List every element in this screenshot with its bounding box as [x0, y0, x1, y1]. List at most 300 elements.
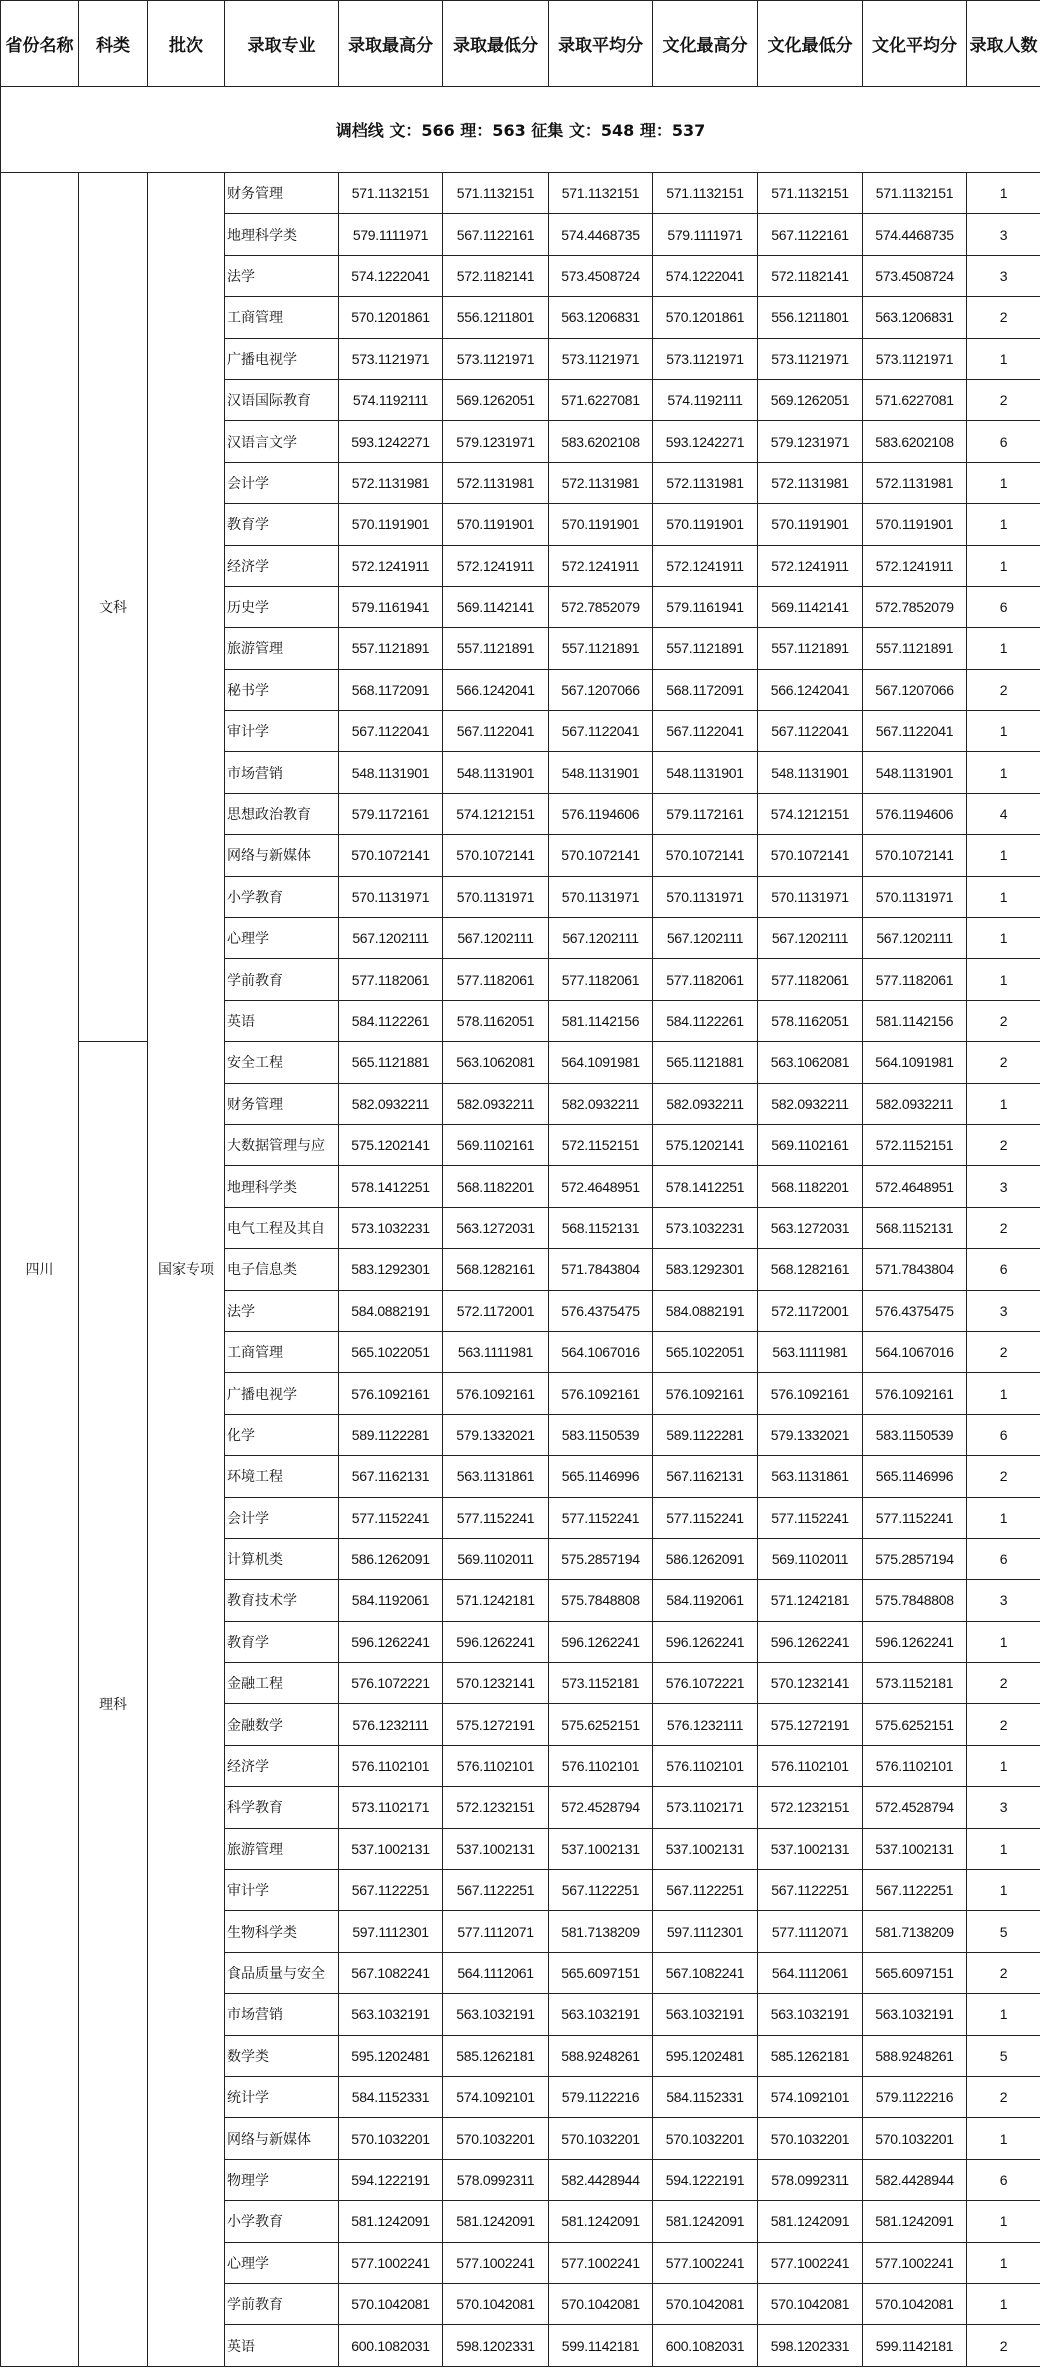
admit-max-cell: 578.1412251 — [339, 1166, 443, 1207]
admit-max-cell: 574.1192111 — [339, 379, 443, 420]
culture-max-cell: 576.1072221 — [653, 1663, 758, 1704]
admit-avg-cell: 576.4375475 — [549, 1290, 653, 1331]
culture-min-cell: 579.1332021 — [758, 1414, 863, 1455]
admit-count-cell: 1 — [967, 1497, 1040, 1538]
admit-max-cell: 584.1192061 — [339, 1580, 443, 1621]
culture-avg-cell: 564.1091981 — [863, 1042, 967, 1083]
major-cell: 电子信息类 — [225, 1249, 339, 1290]
admit-avg-cell: 572.4528794 — [549, 1787, 653, 1828]
culture-max-cell: 573.1121971 — [653, 338, 758, 379]
admit-max-cell: 567.1162131 — [339, 1456, 443, 1497]
admit-count-cell: 1 — [967, 1870, 1040, 1911]
admit-min-cell: 569.1142141 — [443, 586, 549, 627]
admit-min-cell: 571.1132151 — [443, 173, 549, 214]
admit-avg-cell: 596.1262241 — [549, 1621, 653, 1662]
culture-max-cell: 567.1202111 — [653, 918, 758, 959]
culture-avg-cell: 577.1152241 — [863, 1497, 967, 1538]
admit-avg-cell: 572.4648951 — [549, 1166, 653, 1207]
culture-max-cell: 584.0882191 — [653, 1290, 758, 1331]
admit-min-cell: 576.1102101 — [443, 1745, 549, 1786]
culture-avg-cell: 565.6097151 — [863, 1952, 967, 1993]
admit-max-cell: 572.1131981 — [339, 462, 443, 503]
admit-max-cell: 570.1201861 — [339, 297, 443, 338]
admit-avg-cell: 565.1146996 — [549, 1456, 653, 1497]
culture-avg-cell: 565.1146996 — [863, 1456, 967, 1497]
culture-avg-cell: 567.1202111 — [863, 918, 967, 959]
admit-count-cell: 1 — [967, 1373, 1040, 1414]
culture-avg-cell: 571.6227081 — [863, 379, 967, 420]
culture-max-cell: 579.1172161 — [653, 793, 758, 834]
admit-max-cell: 576.1092161 — [339, 1373, 443, 1414]
culture-max-cell: 565.1022051 — [653, 1331, 758, 1372]
culture-min-cell: 570.1032201 — [758, 2118, 863, 2159]
major-cell: 汉语言文学 — [225, 421, 339, 462]
culture-avg-cell: 581.1242091 — [863, 2201, 967, 2242]
admit-avg-cell: 588.9248261 — [549, 2035, 653, 2076]
culture-min-cell: 585.1262181 — [758, 2035, 863, 2076]
admit-avg-cell: 577.1002241 — [549, 2242, 653, 2283]
admit-avg-cell: 572.7852079 — [549, 586, 653, 627]
culture-min-cell: 575.1272191 — [758, 1704, 863, 1745]
major-cell: 审计学 — [225, 1870, 339, 1911]
admit-max-cell: 596.1262241 — [339, 1621, 443, 1662]
culture-min-cell: 581.1242091 — [758, 2201, 863, 2242]
admit-avg-cell: 573.1121971 — [549, 338, 653, 379]
culture-min-cell: 569.1262051 — [758, 379, 863, 420]
column-header-admit-min: 录取最低分 — [443, 1, 549, 87]
admit-min-cell: 577.1112071 — [443, 1911, 549, 1952]
admit-count-cell: 2 — [967, 1456, 1040, 1497]
culture-max-cell: 572.1241911 — [653, 545, 758, 586]
admit-count-cell: 2 — [967, 2325, 1040, 2366]
admit-min-cell: 567.1202111 — [443, 918, 549, 959]
major-cell: 电气工程及其自 — [225, 1207, 339, 1248]
admit-max-cell: 576.1232111 — [339, 1704, 443, 1745]
admit-max-cell: 575.1202141 — [339, 1124, 443, 1165]
cutoff-row — [1, 87, 1040, 173]
admit-max-cell: 589.1122281 — [339, 1414, 443, 1455]
culture-min-cell: 576.1092161 — [758, 1373, 863, 1414]
major-cell: 广播电视学 — [225, 338, 339, 379]
culture-min-cell: 563.1272031 — [758, 1207, 863, 1248]
admit-avg-cell: 564.1091981 — [549, 1042, 653, 1083]
admit-min-cell: 575.1272191 — [443, 1704, 549, 1745]
admit-min-cell: 574.1092101 — [443, 2076, 549, 2117]
major-cell: 教育技术学 — [225, 1580, 339, 1621]
admit-max-cell: 584.0882191 — [339, 1290, 443, 1331]
culture-min-cell: 572.1131981 — [758, 462, 863, 503]
admit-min-cell: 598.1202331 — [443, 2325, 549, 2366]
culture-max-cell: 579.1161941 — [653, 586, 758, 627]
admit-count-cell: 2 — [967, 297, 1040, 338]
admit-avg-cell: 575.2857194 — [549, 1538, 653, 1579]
major-cell: 化学 — [225, 1414, 339, 1455]
culture-min-cell: 579.1231971 — [758, 421, 863, 462]
major-cell: 地理科学类 — [225, 214, 339, 255]
admit-max-cell: 579.1172161 — [339, 793, 443, 834]
admit-count-cell: 1 — [967, 462, 1040, 503]
admit-min-cell: 563.1272031 — [443, 1207, 549, 1248]
culture-min-cell: 548.1131901 — [758, 752, 863, 793]
culture-avg-cell: 582.0932211 — [863, 1083, 967, 1124]
major-cell: 金融工程 — [225, 1663, 339, 1704]
admit-count-cell: 1 — [967, 545, 1040, 586]
admit-count-cell: 1 — [967, 835, 1040, 876]
admit-max-cell: 584.1122261 — [339, 1000, 443, 1041]
admit-max-cell: 565.1022051 — [339, 1331, 443, 1372]
admit-avg-cell: 571.1132151 — [549, 173, 653, 214]
culture-min-cell: 567.1202111 — [758, 918, 863, 959]
admit-count-cell: 6 — [967, 421, 1040, 462]
major-cell: 旅游管理 — [225, 1828, 339, 1869]
admit-count-cell: 1 — [967, 1745, 1040, 1786]
culture-min-cell: 564.1112061 — [758, 1952, 863, 1993]
admit-max-cell: 600.1082031 — [339, 2325, 443, 2366]
admit-count-cell: 2 — [967, 1663, 1040, 1704]
major-cell: 数学类 — [225, 2035, 339, 2076]
culture-min-cell: 557.1121891 — [758, 628, 863, 669]
admit-max-cell: 573.1121971 — [339, 338, 443, 379]
admit-avg-cell: 567.1122041 — [549, 711, 653, 752]
culture-max-cell: 589.1122281 — [653, 1414, 758, 1455]
culture-max-cell: 568.1172091 — [653, 669, 758, 710]
category-cell: 文科 — [79, 173, 148, 1042]
culture-min-cell: 571.1132151 — [758, 173, 863, 214]
culture-min-cell: 574.1212151 — [758, 793, 863, 834]
admit-max-cell: 570.1191901 — [339, 504, 443, 545]
admit-min-cell: 581.1242091 — [443, 2201, 549, 2242]
admit-min-cell: 582.0932211 — [443, 1083, 549, 1124]
culture-max-cell: 565.1121881 — [653, 1042, 758, 1083]
major-cell: 思想政治教育 — [225, 793, 339, 834]
admit-count-cell: 6 — [967, 1414, 1040, 1455]
culture-avg-cell: 599.1142181 — [863, 2325, 967, 2366]
admit-count-cell: 3 — [967, 1580, 1040, 1621]
major-cell: 英语 — [225, 2325, 339, 2366]
culture-avg-cell: 572.1152151 — [863, 1124, 967, 1165]
admit-avg-cell: 577.1182061 — [549, 959, 653, 1000]
culture-min-cell: 577.1182061 — [758, 959, 863, 1000]
admit-count-cell: 1 — [967, 1828, 1040, 1869]
admit-min-cell: 563.1062081 — [443, 1042, 549, 1083]
admit-min-cell: 570.1191901 — [443, 504, 549, 545]
admit-count-cell: 6 — [967, 1538, 1040, 1579]
admit-count-cell: 1 — [967, 504, 1040, 545]
culture-min-cell: 563.1032191 — [758, 1994, 863, 2035]
culture-avg-cell: 575.2857194 — [863, 1538, 967, 1579]
major-cell: 工商管理 — [225, 1331, 339, 1372]
culture-avg-cell: 576.1092161 — [863, 1373, 967, 1414]
major-cell: 旅游管理 — [225, 628, 339, 669]
major-cell: 食品质量与安全 — [225, 1952, 339, 1993]
admit-avg-cell: 573.1152181 — [549, 1663, 653, 1704]
admit-count-cell: 2 — [967, 1704, 1040, 1745]
admit-avg-cell: 570.1072141 — [549, 835, 653, 876]
admit-min-cell: 570.1072141 — [443, 835, 549, 876]
category-cell: 理科 — [79, 1042, 148, 2367]
major-cell: 审计学 — [225, 711, 339, 752]
admit-count-cell: 1 — [967, 752, 1040, 793]
admit-min-cell: 570.1232141 — [443, 1663, 549, 1704]
admit-avg-cell: 572.1131981 — [549, 462, 653, 503]
province-cell: 四川 — [1, 173, 79, 2367]
admit-avg-cell: 576.1102101 — [549, 1745, 653, 1786]
table-row — [1, 173, 1040, 214]
culture-min-cell: 572.1241911 — [758, 545, 863, 586]
admit-count-cell: 2 — [967, 1042, 1040, 1083]
culture-max-cell: 579.1111971 — [653, 214, 758, 255]
admit-avg-cell: 599.1142181 — [549, 2325, 653, 2366]
column-header-province: 省份名称 — [1, 1, 79, 87]
admit-avg-cell: 570.1042081 — [549, 2283, 653, 2324]
culture-avg-cell: 579.1122216 — [863, 2076, 967, 2117]
culture-max-cell: 574.1192111 — [653, 379, 758, 420]
admit-max-cell: 577.1182061 — [339, 959, 443, 1000]
admit-count-cell: 3 — [967, 1290, 1040, 1331]
admit-min-cell: 572.1182141 — [443, 255, 549, 296]
culture-min-cell: 582.0932211 — [758, 1083, 863, 1124]
culture-max-cell: 575.1202141 — [653, 1124, 758, 1165]
admit-count-cell: 2 — [967, 2076, 1040, 2117]
culture-max-cell: 570.1201861 — [653, 297, 758, 338]
admit-count-cell: 1 — [967, 338, 1040, 379]
admit-count-cell: 1 — [967, 173, 1040, 214]
culture-avg-cell: 567.1122251 — [863, 1870, 967, 1911]
admit-count-cell: 2 — [967, 1331, 1040, 1372]
admit-min-cell: 548.1131901 — [443, 752, 549, 793]
major-cell: 经济学 — [225, 545, 339, 586]
culture-min-cell: 570.1191901 — [758, 504, 863, 545]
admit-avg-cell: 567.1207066 — [549, 669, 653, 710]
culture-min-cell: 572.1232151 — [758, 1787, 863, 1828]
culture-avg-cell: 563.1206831 — [863, 297, 967, 338]
culture-avg-cell: 548.1131901 — [863, 752, 967, 793]
admit-min-cell: 579.1231971 — [443, 421, 549, 462]
admit-avg-cell: 557.1121891 — [549, 628, 653, 669]
admit-avg-cell: 563.1206831 — [549, 297, 653, 338]
major-cell: 学前教育 — [225, 2283, 339, 2324]
culture-min-cell: 567.1122161 — [758, 214, 863, 255]
culture-max-cell: 557.1121891 — [653, 628, 758, 669]
major-cell: 环境工程 — [225, 1456, 339, 1497]
major-cell: 会计学 — [225, 1497, 339, 1538]
major-cell: 财务管理 — [225, 1083, 339, 1124]
culture-avg-cell: 583.1150539 — [863, 1414, 967, 1455]
admit-min-cell: 567.1122251 — [443, 1870, 549, 1911]
major-cell: 安全工程 — [225, 1042, 339, 1083]
culture-avg-cell: 583.6202108 — [863, 421, 967, 462]
major-cell: 广播电视学 — [225, 1373, 339, 1414]
admit-max-cell: 565.1121881 — [339, 1042, 443, 1083]
culture-max-cell: 567.1122251 — [653, 1870, 758, 1911]
admit-max-cell: 567.1082241 — [339, 1952, 443, 1993]
admit-min-cell: 579.1332021 — [443, 1414, 549, 1455]
admit-avg-cell: 576.1092161 — [549, 1373, 653, 1414]
major-cell: 会计学 — [225, 462, 339, 503]
culture-max-cell: 570.1032201 — [653, 2118, 758, 2159]
major-cell: 地理科学类 — [225, 1166, 339, 1207]
culture-min-cell: 577.1152241 — [758, 1497, 863, 1538]
culture-avg-cell: 577.1002241 — [863, 2242, 967, 2283]
admit-avg-cell: 570.1131971 — [549, 876, 653, 917]
major-cell: 心理学 — [225, 918, 339, 959]
admit-avg-cell: 574.4468735 — [549, 214, 653, 255]
culture-max-cell: 577.1182061 — [653, 959, 758, 1000]
culture-avg-cell: 574.4468735 — [863, 214, 967, 255]
culture-min-cell: 556.1211801 — [758, 297, 863, 338]
admit-max-cell: 594.1222191 — [339, 2159, 443, 2200]
admit-min-cell: 572.1232151 — [443, 1787, 549, 1828]
column-header-culture-min: 文化最低分 — [758, 1, 863, 87]
column-header-admit-avg: 录取平均分 — [549, 1, 653, 87]
admit-avg-cell: 581.1142156 — [549, 1000, 653, 1041]
admit-count-cell: 2 — [967, 1000, 1040, 1041]
culture-avg-cell: 573.1152181 — [863, 1663, 967, 1704]
column-header-culture-avg: 文化平均分 — [863, 1, 967, 87]
culture-max-cell: 567.1122041 — [653, 711, 758, 752]
admit-count-cell: 1 — [967, 1083, 1040, 1124]
admit-min-cell: 569.1102161 — [443, 1124, 549, 1165]
admit-min-cell: 576.1092161 — [443, 1373, 549, 1414]
culture-max-cell: 584.1192061 — [653, 1580, 758, 1621]
admit-max-cell: 582.0932211 — [339, 1083, 443, 1124]
admit-count-cell: 1 — [967, 628, 1040, 669]
admit-avg-cell: 564.1067016 — [549, 1331, 653, 1372]
culture-min-cell: 563.1131861 — [758, 1456, 863, 1497]
culture-max-cell: 567.1162131 — [653, 1456, 758, 1497]
admit-min-cell: 570.1131971 — [443, 876, 549, 917]
admit-max-cell: 586.1262091 — [339, 1538, 443, 1579]
culture-avg-cell: 573.1121971 — [863, 338, 967, 379]
admit-count-cell: 6 — [967, 1249, 1040, 1290]
admit-min-cell: 556.1211801 — [443, 297, 549, 338]
admit-avg-cell: 572.1241911 — [549, 545, 653, 586]
admit-avg-cell: 579.1122216 — [549, 2076, 653, 2117]
culture-max-cell: 572.1131981 — [653, 462, 758, 503]
admit-avg-cell: 573.4508724 — [549, 255, 653, 296]
admit-count-cell: 2 — [967, 669, 1040, 710]
column-header-admit-max: 录取最高分 — [339, 1, 443, 87]
culture-avg-cell: 568.1152131 — [863, 1207, 967, 1248]
culture-max-cell: 570.1072141 — [653, 835, 758, 876]
admit-min-cell: 577.1152241 — [443, 1497, 549, 1538]
admit-count-cell: 1 — [967, 918, 1040, 959]
culture-avg-cell: 557.1121891 — [863, 628, 967, 669]
culture-avg-cell: 576.1102101 — [863, 1745, 967, 1786]
culture-avg-cell: 537.1002131 — [863, 1828, 967, 1869]
admit-min-cell: 569.1102011 — [443, 1538, 549, 1579]
admit-max-cell: 570.1032201 — [339, 2118, 443, 2159]
admit-min-cell: 568.1182201 — [443, 1166, 549, 1207]
culture-avg-cell: 563.1032191 — [863, 1994, 967, 2035]
culture-max-cell: 597.1112301 — [653, 1911, 758, 1952]
column-header-batch: 批次 — [148, 1, 225, 87]
major-cell: 英语 — [225, 1000, 339, 1041]
admit-min-cell: 578.0992311 — [443, 2159, 549, 2200]
admit-count-cell: 6 — [967, 2159, 1040, 2200]
admit-avg-cell: 565.6097151 — [549, 1952, 653, 1993]
admit-count-cell: 1 — [967, 876, 1040, 917]
culture-max-cell: 578.1412251 — [653, 1166, 758, 1207]
admit-count-cell: 4 — [967, 793, 1040, 834]
culture-max-cell: 600.1082031 — [653, 2325, 758, 2366]
culture-max-cell: 576.1232111 — [653, 1704, 758, 1745]
major-cell: 大数据管理与应 — [225, 1124, 339, 1165]
culture-max-cell: 573.1032231 — [653, 1207, 758, 1248]
major-cell: 网络与新媒体 — [225, 835, 339, 876]
admit-count-cell: 6 — [967, 586, 1040, 627]
admit-count-cell: 5 — [967, 2035, 1040, 2076]
major-cell: 小学教育 — [225, 876, 339, 917]
admit-count-cell: 2 — [967, 1952, 1040, 1993]
admit-min-cell: 563.1111981 — [443, 1331, 549, 1372]
culture-avg-cell: 582.4428944 — [863, 2159, 967, 2200]
admit-count-cell: 3 — [967, 1787, 1040, 1828]
culture-max-cell: 581.1242091 — [653, 2201, 758, 2242]
culture-avg-cell: 570.1072141 — [863, 835, 967, 876]
admit-max-cell: 595.1202481 — [339, 2035, 443, 2076]
admit-min-cell: 596.1262241 — [443, 1621, 549, 1662]
admit-max-cell: 567.1202111 — [339, 918, 443, 959]
culture-min-cell: 572.1172001 — [758, 1290, 863, 1331]
culture-max-cell: 586.1262091 — [653, 1538, 758, 1579]
admit-avg-cell: 548.1131901 — [549, 752, 653, 793]
admit-count-cell: 1 — [967, 711, 1040, 752]
culture-max-cell: 573.1102171 — [653, 1787, 758, 1828]
major-cell: 物理学 — [225, 2159, 339, 2200]
admit-max-cell: 557.1121891 — [339, 628, 443, 669]
admit-avg-cell: 575.6252151 — [549, 1704, 653, 1745]
culture-min-cell: 570.1072141 — [758, 835, 863, 876]
major-cell: 计算机类 — [225, 1538, 339, 1579]
culture-avg-cell: 588.9248261 — [863, 2035, 967, 2076]
culture-min-cell: 578.0992311 — [758, 2159, 863, 2200]
culture-min-cell: 537.1002131 — [758, 1828, 863, 1869]
culture-min-cell: 577.1112071 — [758, 1911, 863, 1952]
culture-avg-cell: 571.1132151 — [863, 173, 967, 214]
admit-max-cell: 581.1242091 — [339, 2201, 443, 2242]
admit-max-cell: 579.1161941 — [339, 586, 443, 627]
admit-avg-cell: 571.7843804 — [549, 1249, 653, 1290]
admit-max-cell: 570.1072141 — [339, 835, 443, 876]
admit-min-cell: 577.1002241 — [443, 2242, 549, 2283]
culture-max-cell: 571.1132151 — [653, 173, 758, 214]
admit-max-cell: 537.1002131 — [339, 1828, 443, 1869]
admit-min-cell: 577.1182061 — [443, 959, 549, 1000]
culture-min-cell: 570.1232141 — [758, 1663, 863, 1704]
admit-count-cell: 1 — [967, 2118, 1040, 2159]
major-cell: 金融数学 — [225, 1704, 339, 1745]
major-cell: 小学教育 — [225, 2201, 339, 2242]
culture-max-cell: 594.1222191 — [653, 2159, 758, 2200]
admit-count-cell: 5 — [967, 1911, 1040, 1952]
admit-min-cell: 563.1032191 — [443, 1994, 549, 2035]
culture-avg-cell: 570.1191901 — [863, 504, 967, 545]
culture-max-cell: 577.1002241 — [653, 2242, 758, 2283]
culture-min-cell: 569.1142141 — [758, 586, 863, 627]
culture-avg-cell: 572.7852079 — [863, 586, 967, 627]
culture-min-cell: 576.1102101 — [758, 1745, 863, 1786]
culture-max-cell: 570.1131971 — [653, 876, 758, 917]
admit-min-cell: 573.1121971 — [443, 338, 549, 379]
major-cell: 市场营销 — [225, 752, 339, 793]
culture-avg-cell: 576.1194606 — [863, 793, 967, 834]
admit-count-cell: 3 — [967, 214, 1040, 255]
major-cell: 学前教育 — [225, 959, 339, 1000]
culture-min-cell: 598.1202331 — [758, 2325, 863, 2366]
admit-avg-cell: 537.1002131 — [549, 1828, 653, 1869]
culture-avg-cell: 596.1262241 — [863, 1621, 967, 1662]
